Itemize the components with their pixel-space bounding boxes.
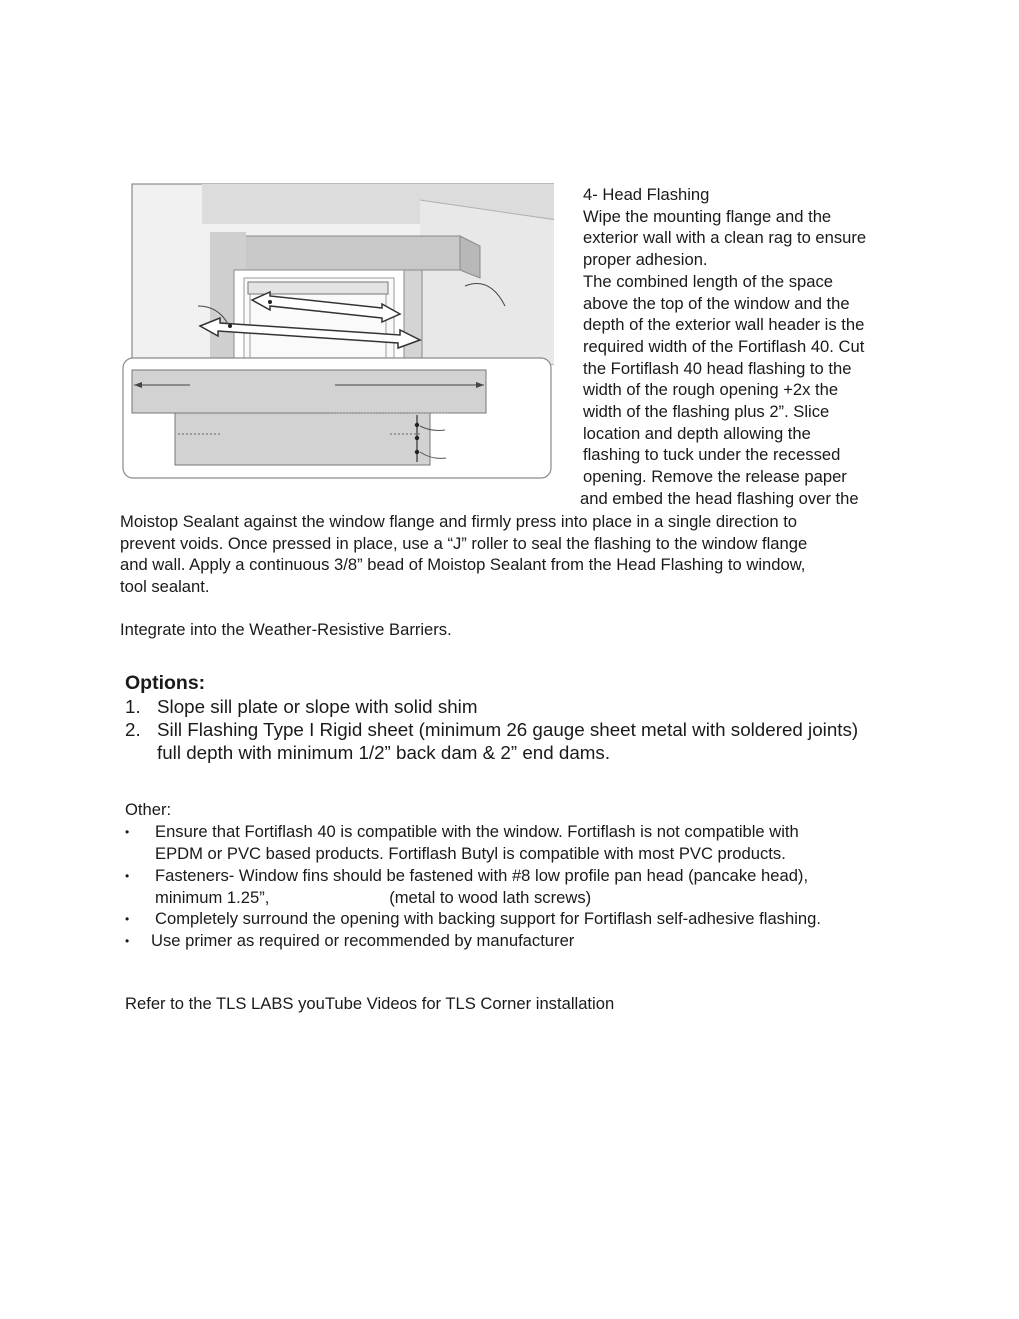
option-text: Slope sill plate or slope with solid shim [157,696,478,717]
other-item-continuation: EPDM or PVC based products. Fortiflash Butyl is compatible with most PVC products. [155,844,786,863]
text-line: above the top of the window and the [583,293,850,313]
text-line: The combined length of the space [583,271,833,291]
text-line: tool sealant. [120,577,210,597]
other-item-text: Completely surround the opening with backing support for Fortiflash self-adhesive flashing. [155,909,821,928]
text-line: proper adhesion. [583,250,708,270]
section-heading: 4- Head Flashing [583,185,710,204]
head-flashing-illustration [120,180,554,480]
other-item-text: Fasteners- Window fins should be fastened with #8 low profile pan head (pancake head), [155,866,809,885]
option-number: 1. [125,696,141,717]
text-line: opening. Remove the release paper [583,467,847,487]
text-line: Moistop Sealant against the window flange and firmly press into place in a single direction to [120,512,798,531]
text-line: exterior wall with a clean rag to ensure [583,228,867,248]
option-number: 2. [125,719,141,740]
head-flashing-continuation [120,511,920,598]
text-line: required width of the Fortiflash 40. Cut [583,336,865,356]
text-line: location and depth allowing the [583,423,811,443]
text-line: Wipe the mounting flange and the [583,206,832,226]
integrate-note: Integrate into the Weather-Resistive Barriers. [120,620,452,639]
text-line: the Fortiflash 40 head flashing to the [583,358,852,378]
other-heading: Other: [125,800,172,819]
text-line: width of the flashing plus 2”. Slice [583,402,830,422]
bullet-marker: • [125,912,130,926]
bullet-marker: • [125,825,130,839]
video-reference: Refer to the TLS LABS youTube Videos for TLS Corner installation [125,994,615,1013]
bullet-marker: • [125,869,130,883]
option-item [125,718,858,741]
text-line: depth of the exterior wall header is the [583,315,865,335]
text-line: prevent voids. Once pressed in place, use a “J” roller to seal the flashing to the window flange [120,533,808,553]
option-text: Sill Flashing Type I Rigid sheet (minimum 26 gauge sheet metal with soldered joints) [157,719,859,740]
head-flashing-description [580,184,913,510]
other-item-text: Use primer as required or recommended by manufacturer [151,931,575,950]
option-text-continuation: full depth with minimum 1/2” back dam & 2” end dams. [157,742,611,763]
text-line: and wall. Apply a continuous 3/8” bead of Moistop Sealant from the Head Flashing to window, [120,555,806,575]
text-line: and embed the head flashing over the [580,488,859,508]
option-item [125,695,477,718]
text-line: width of the rough opening +2x the [583,380,839,400]
bullet-marker: • [125,934,130,948]
other-item-continuation: minimum 1.25”, (metal to wood lath screws) [155,888,592,907]
options-heading: Options: [125,672,206,694]
other-item-text: Ensure that Fortiflash 40 is compatible with the window. Fortiflash is not compatible with [155,822,799,841]
text-line: flashing to tuck under the recessed [583,445,841,465]
